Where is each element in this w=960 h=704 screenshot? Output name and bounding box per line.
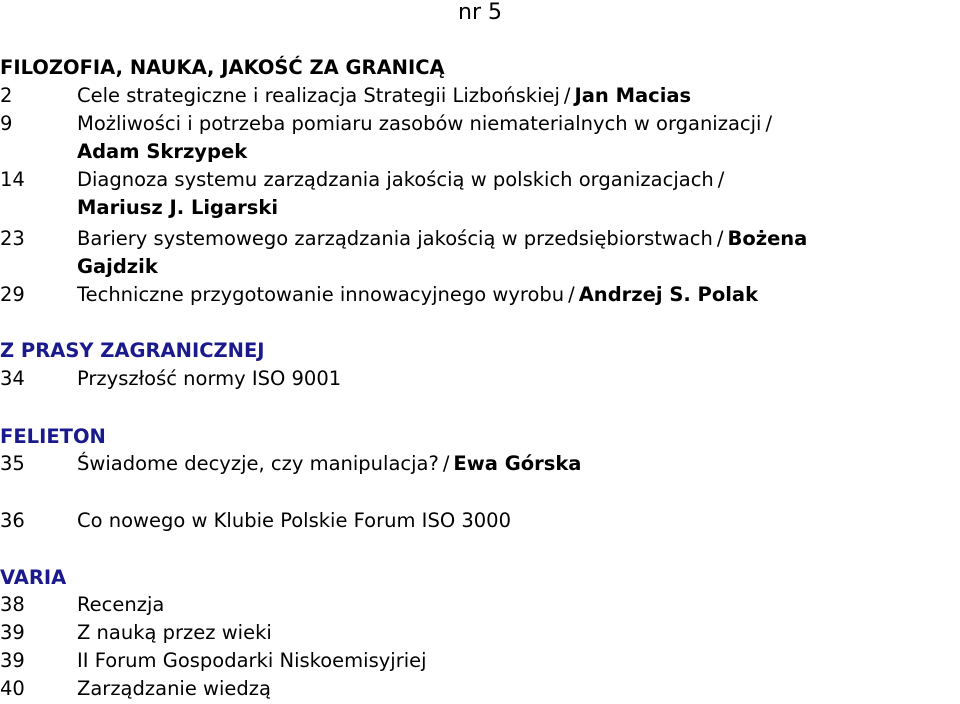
page-number: 38 xyxy=(0,593,25,616)
toc-entry[interactable] xyxy=(0,110,776,138)
section-heading-z-prasy: Z PRASY ZAGRANICZNEJ xyxy=(0,339,265,362)
article-title: Cele strategiczne i realizacja Strategii Lizbońskiej xyxy=(77,84,560,107)
page-number: 36 xyxy=(0,509,25,532)
separator: / xyxy=(717,168,725,191)
article-author: Bożena xyxy=(727,227,808,250)
article-title: Zarządzanie wiedzą xyxy=(77,677,271,700)
toc-entry[interactable] xyxy=(0,591,164,619)
article-author: Gajdzik xyxy=(77,255,158,278)
article-author: Adam Skrzypek xyxy=(77,140,248,163)
separator: / xyxy=(568,283,575,306)
separator: / xyxy=(442,452,450,475)
article-title: Techniczne przygotowanie innowacyjnego wyrobu xyxy=(77,283,565,306)
article-author: Mariusz J. Ligarski xyxy=(77,196,279,219)
toc-entry[interactable] xyxy=(0,225,807,253)
page-number: 2 xyxy=(0,84,13,107)
article-author: Ewa Górska xyxy=(453,452,582,475)
toc-entry[interactable] xyxy=(0,450,581,478)
section-heading-filozofia: FILOZOFIA, NAUKA, JAKOŚĆ ZA GRANICĄ xyxy=(0,56,445,79)
page-number: 35 xyxy=(0,452,25,475)
issue-number: nr 5 xyxy=(458,0,502,25)
page-number: 23 xyxy=(0,227,25,250)
toc-entry-continuation xyxy=(0,253,158,281)
page-number: 14 xyxy=(0,168,25,191)
article-title: Diagnoza systemu zarządzania jakością w polskich organizacjach xyxy=(77,168,714,191)
separator: / xyxy=(563,84,571,107)
article-title: Bariery systemowego zarządzania jakością w przedsiębiorstwach xyxy=(77,227,713,250)
section-heading-varia: VARIA xyxy=(0,566,67,589)
toc-entry[interactable] xyxy=(0,507,511,535)
separator: / xyxy=(716,227,724,250)
toc-entry[interactable] xyxy=(0,82,691,110)
article-author: Andrzej S. Polak xyxy=(578,283,759,306)
toc-entry[interactable] xyxy=(0,675,271,703)
page-number: 39 xyxy=(0,621,25,644)
article-author: Jan Macias xyxy=(574,84,692,107)
article-title: Możliwości i potrzeba pomiaru zasobów niematerialnych w organizacji xyxy=(77,112,762,135)
article-title: Co nowego w Klubie Polskie Forum ISO 3000 xyxy=(77,509,511,532)
article-title: Świadome decyzje, czy manipulacja? xyxy=(77,452,439,475)
toc-entry-continuation xyxy=(0,138,247,166)
article-title: II Forum Gospodarki Niskoemisyjriej xyxy=(77,649,427,672)
page-number: 40 xyxy=(0,677,25,700)
section-heading-felieton: FELIETON xyxy=(0,425,106,448)
page-number: 9 xyxy=(0,112,13,135)
separator: / xyxy=(765,112,773,135)
toc-entry-continuation xyxy=(0,194,278,222)
toc-entry[interactable] xyxy=(0,619,272,647)
article-title: Recenzja xyxy=(77,593,165,616)
article-title: Przyszłość normy ISO 9001 xyxy=(77,367,342,390)
toc-entry[interactable] xyxy=(0,647,427,675)
toc-entry[interactable] xyxy=(0,281,758,309)
toc-entry[interactable] xyxy=(0,365,341,393)
page-number: 29 xyxy=(0,283,25,306)
article-title: Z nauką przez wieki xyxy=(77,621,272,644)
page-number: 39 xyxy=(0,649,25,672)
page-number: 34 xyxy=(0,367,25,390)
toc-entry[interactable] xyxy=(0,166,728,194)
